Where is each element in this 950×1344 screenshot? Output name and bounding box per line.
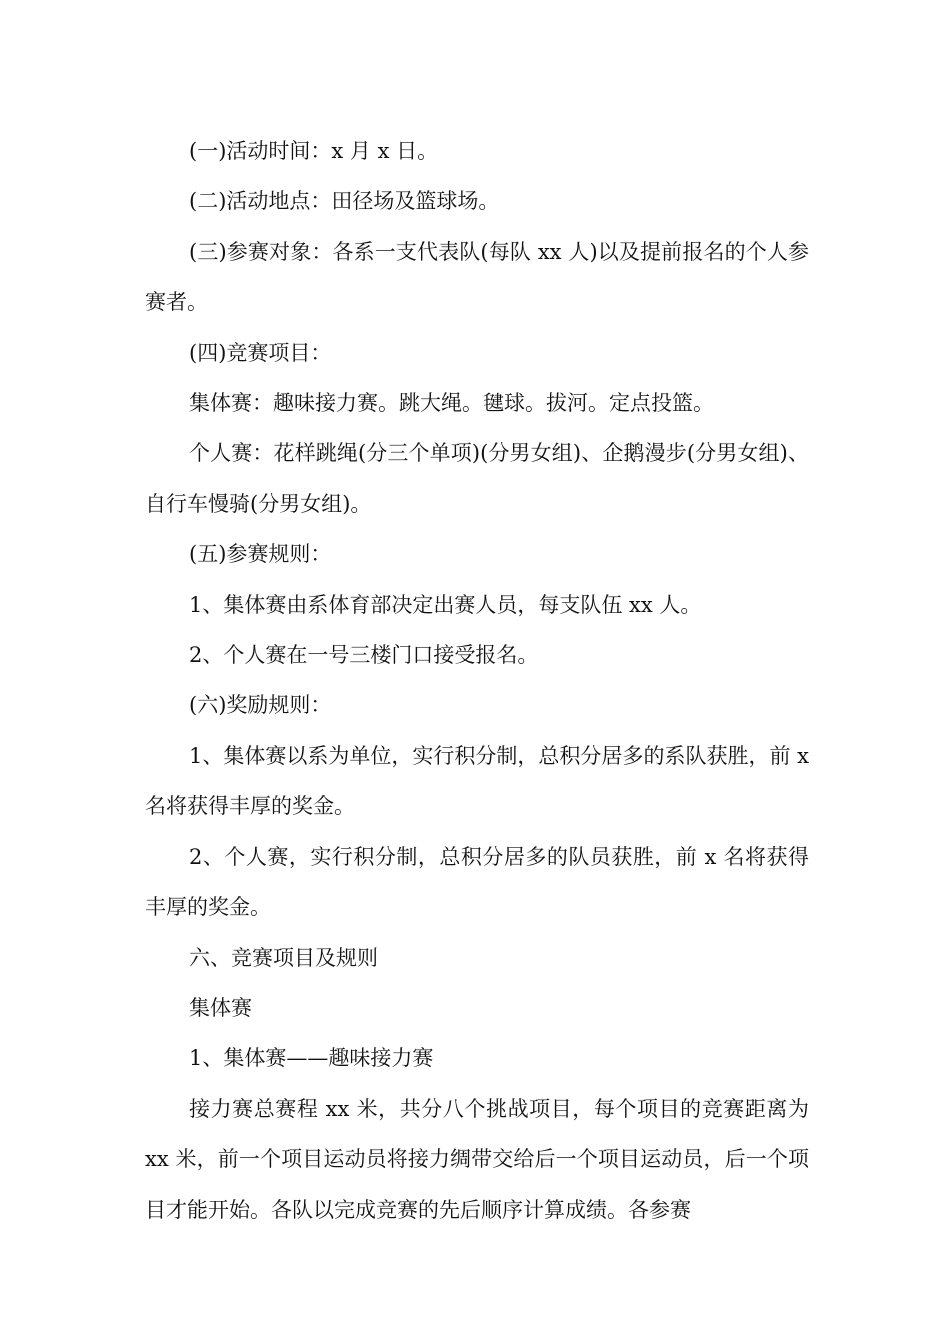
subheading-team-competition: 集体赛	[189, 995, 252, 1020]
paragraph-rule-1: 1、集体赛由系体育部决定出赛人员，每支队伍 xx 人。	[189, 592, 702, 617]
paragraph-events-heading: (四)竞赛项目：	[189, 340, 332, 365]
document-body	[145, 126, 809, 1235]
paragraph-activity-time: (一)活动时间：x 月 x 日。	[189, 139, 439, 163]
paragraph-award-1: 1、集体赛以系为单位，实行积分制，总积分居多的系队获胜，前 x 名将获得丰厚的奖金。	[145, 743, 809, 819]
paragraph-team-events: 集体赛：趣味接力赛。跳大绳。毽球。拔河。定点投篮。	[189, 391, 714, 416]
paragraph-activity-location: (二)活动地点：田径场及篮球场。	[189, 189, 500, 214]
paragraph-rule-2: 2、个人赛在一号三楼门口接受报名。	[189, 643, 539, 668]
paragraph-participants: (三)参赛对象：各系一支代表队(每队 xx 人)以及提前报名的个人参赛者。	[145, 239, 809, 315]
paragraph-awards-heading: (六)奖励规则：	[189, 693, 332, 718]
paragraph-rules-heading: (五)参赛规则：	[189, 542, 332, 567]
subheading-relay: 1、集体赛——趣味接力赛	[189, 1046, 434, 1071]
section-heading-events-rules: 六、竞赛项目及规则	[189, 945, 378, 970]
paragraph-award-2: 2、个人赛，实行积分制，总积分居多的队员获胜，前 x 名将获得丰厚的奖金。	[145, 844, 809, 920]
paragraph-relay-description: 接力赛总赛程 xx 米，共分八个挑战项目，每个项目的竞赛距离为 xx 米，前一个项目运动员将接力绸带交给后一个项目运动员，后一个项目才能开始。各队以完成竞赛的先后顺序计算成绩。各参赛	[145, 1096, 809, 1222]
paragraph-individual-events: 个人赛：花样跳绳(分三个单项)(分男女组)、企鹅漫步(分男女组)、自行车慢骑(分男女组)。	[145, 441, 809, 516]
